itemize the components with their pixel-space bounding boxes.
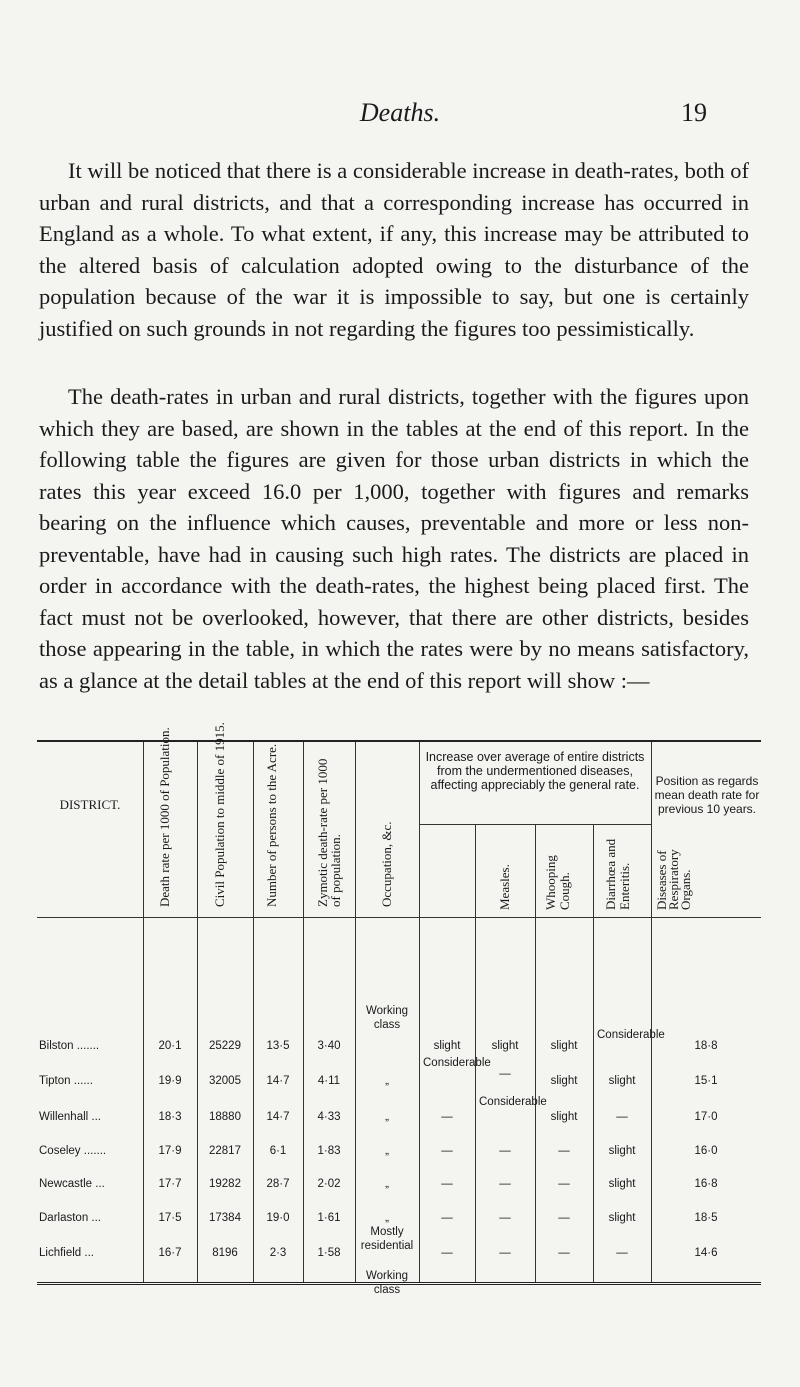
row-willenhall-district: Willenhall ...: [39, 1111, 102, 1123]
row-tipton-diarrhoea: slight: [550, 1075, 578, 1087]
row-willenhall-pop: 18880: [209, 1111, 241, 1123]
row-bilston-measles: slight: [433, 1040, 461, 1052]
row-coseley-occupation: „: [385, 1145, 389, 1157]
row-darlaston-district: Darlaston ...: [39, 1212, 102, 1224]
row-willenhall-diarrhoea: slight: [550, 1111, 578, 1123]
row-coseley-measles: —: [441, 1145, 453, 1157]
row-newcastle-pop: 19282: [209, 1178, 241, 1190]
row-willenhall-occupation: „: [385, 1111, 389, 1123]
col-rule: [651, 742, 652, 1282]
row-lichfield-whooping: —: [499, 1247, 511, 1259]
header-diarrhoea: Diarrhœa and Enteritis.: [603, 838, 632, 910]
row-coseley-district: Coseley .......: [39, 1145, 107, 1157]
note-considerable-measles: Considerable: [423, 1057, 491, 1069]
row-willenhall-respiratory: —: [616, 1111, 628, 1123]
row-lichfield-acre: 2·3: [269, 1247, 287, 1259]
row-coseley-zymotic: 1·83: [317, 1145, 341, 1157]
col-rule: [143, 742, 144, 1282]
row-lichfield-position: 14·6: [694, 1247, 718, 1259]
header-whooping-cough: Whooping Cough.: [543, 855, 572, 910]
row-newcastle-occupation: „: [385, 1178, 389, 1190]
row-newcastle-district: Newcastle ...: [39, 1178, 105, 1190]
header-increase: Increase over average of entire districts from the undermentioned diseases, affecting appreciably the general rate.: [425, 750, 645, 792]
header-zymotic: Zymotic death-rate per 1000 of population.: [315, 758, 343, 907]
row-coseley-rate: 17·9: [158, 1145, 182, 1157]
row-newcastle-whooping: —: [499, 1178, 511, 1190]
col-rule: [197, 742, 198, 1282]
row-bilston-acre: 13·5: [266, 1040, 290, 1052]
row-tipton-acre: 14·7: [266, 1075, 290, 1087]
paragraph-1: [39, 155, 749, 344]
row-coseley-pop: 22817: [209, 1145, 241, 1157]
row-coseley-position: 16·0: [694, 1145, 718, 1157]
note-mostly-residential: Mostly residential: [360, 1226, 414, 1252]
row-lichfield-measles: —: [441, 1247, 453, 1259]
row-newcastle-zymotic: 2·02: [317, 1178, 341, 1190]
row-darlaston-position: 18·5: [694, 1212, 718, 1224]
row-newcastle-acre: 28·7: [266, 1178, 290, 1190]
row-lichfield-district: Lichfield ...: [39, 1247, 94, 1259]
note-working-class: Working class: [366, 1005, 408, 1031]
row-willenhall-measles: —: [441, 1111, 453, 1123]
row-darlaston-rate: 17·5: [158, 1212, 182, 1224]
row-bilston-position: 18·8: [694, 1040, 718, 1052]
row-newcastle-measles: —: [441, 1178, 453, 1190]
row-tipton-district: Tipton ......: [39, 1075, 93, 1087]
row-darlaston-pop: 17384: [209, 1212, 241, 1224]
header-rule: [37, 917, 761, 918]
header-persons-acre: Number of persons to the Acre.: [264, 743, 279, 907]
row-willenhall-zymotic: 4·33: [317, 1111, 341, 1123]
header-death-rate: Death rate per 1000 of Population.: [157, 727, 172, 907]
row-willenhall-rate: 18·3: [158, 1111, 182, 1123]
row-lichfield-diarrhoea: —: [558, 1247, 570, 1259]
header-measles: Measles.: [497, 864, 512, 910]
col-rule: [303, 742, 304, 1282]
row-coseley-diarrhoea: —: [558, 1145, 570, 1157]
row-darlaston-diarrhoea: —: [558, 1212, 570, 1224]
note-considerable-resp: Considerable: [597, 1029, 665, 1041]
row-bilston-zymotic: 3·40: [317, 1040, 341, 1052]
row-tipton-pop: 32005: [209, 1075, 241, 1087]
row-tipton-position: 15·1: [694, 1075, 718, 1087]
row-coseley-whooping: —: [499, 1145, 511, 1157]
row-darlaston-whooping: —: [499, 1212, 511, 1224]
row-bilston-district: Bilston .......: [39, 1040, 100, 1052]
row-tipton-zymotic: 4·11: [317, 1075, 341, 1087]
row-tipton-whooping: —: [499, 1068, 511, 1080]
row-darlaston-zymotic: 1·61: [317, 1212, 341, 1224]
row-tipton-respiratory: slight: [608, 1075, 636, 1087]
paragraph-2: [39, 381, 749, 696]
subheader-rule: [419, 824, 651, 825]
row-lichfield-zymotic: 1·58: [317, 1247, 341, 1259]
row-newcastle-respiratory: slight: [608, 1178, 636, 1190]
header-civil-population: Civil Population to middle of 1915.: [212, 722, 227, 907]
row-darlaston-acre: 19·0: [266, 1212, 290, 1224]
row-darlaston-measles: —: [441, 1212, 453, 1224]
col-rule: [419, 742, 420, 1282]
col-rule: [253, 742, 254, 1282]
death-rate-table: [37, 722, 761, 1296]
row-tipton-occupation: „: [385, 1075, 389, 1087]
row-coseley-acre: 6·1: [269, 1145, 287, 1157]
row-bilston-diarrhoea: slight: [550, 1040, 578, 1052]
row-willenhall-position: 17·0: [694, 1111, 718, 1123]
row-lichfield-rate: 16·7: [158, 1247, 182, 1259]
row-lichfield-respiratory: —: [616, 1247, 628, 1259]
paragraph-2-text: The death-rates in urban and rural districts, together with the figures upon which they are based, are shown in the tables at the end of this report. In the following table the figures are given for those urban districts in which the rates this year exceed 16.0 per 1,000, together with figures and remarks bearing on the influence which causes, preventable and more or less non-preventable, have had in causing such high rates. The districts are placed in order in accordance with the death-rates, the highest being placed first. The fact must not be overlooked, however, that there are other districts, besides those appearing in the table, in which the rates were by no means satisfactory, as a glance at the detail tables at the end of this report will show :—: [39, 384, 749, 693]
row-darlaston-occupation: „: [385, 1212, 389, 1224]
row-tipton-rate: 19·9: [158, 1075, 182, 1087]
row-willenhall-acre: 14·7: [266, 1111, 290, 1123]
row-coseley-respiratory: slight: [608, 1145, 636, 1157]
row-lichfield-pop: 8196: [212, 1247, 238, 1259]
page-number: 19: [681, 98, 707, 127]
note-considerable-whooping: Considerable: [479, 1096, 547, 1108]
row-newcastle-position: 16·8: [694, 1178, 718, 1190]
header-occupation: Occupation, &c.: [379, 821, 394, 907]
header-position: Position as regards mean death rate for previous 10 years.: [654, 774, 760, 816]
header-district: DISTRICT.: [59, 797, 121, 812]
row-bilston-whooping: slight: [491, 1040, 519, 1052]
note-working-class-2: Working class: [366, 1270, 408, 1296]
page-header: [0, 98, 800, 138]
row-bilston-pop: 25229: [209, 1040, 241, 1052]
row-newcastle-diarrhoea: —: [558, 1178, 570, 1190]
row-bilston-rate: 20·1: [158, 1040, 182, 1052]
paragraph-1-text: It will be noticed that there is a considerable increase in death-rates, both of urban and rural districts, and that a corresponding increase has occurred in England as a whole. To what extent, if any, this increase may be attributed to the altered basis of calculation adopted owing to the disturbance of the population because of the war it is impossible to say, but one is certainly justified on such grounds in not regarding the figures too pessimistically.: [39, 158, 749, 341]
row-darlaston-respiratory: slight: [608, 1212, 636, 1224]
header-respiratory: Diseases of Respiratory Organs.: [654, 849, 693, 910]
row-newcastle-rate: 17·7: [158, 1178, 182, 1190]
page-title: Deaths.: [359, 98, 441, 127]
